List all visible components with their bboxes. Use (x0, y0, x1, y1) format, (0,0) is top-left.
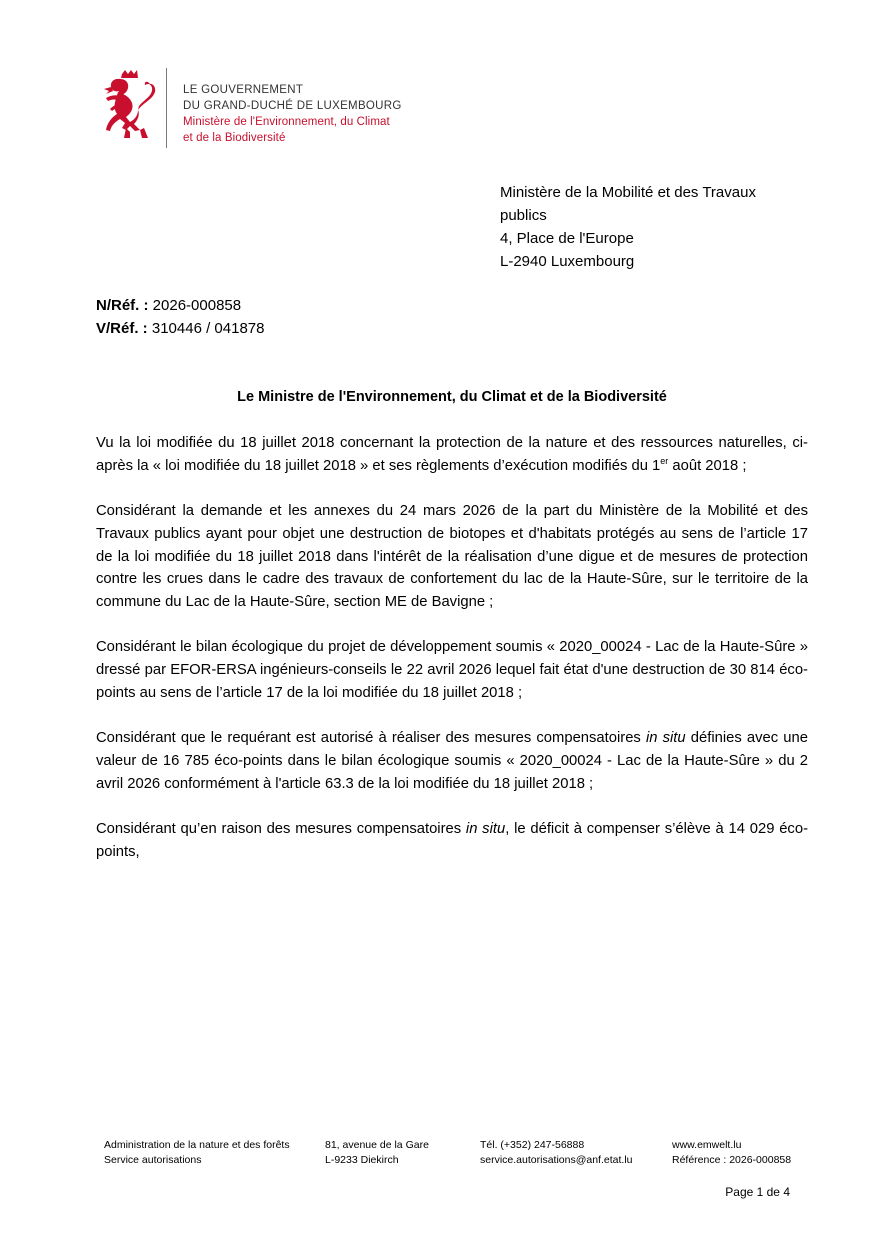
ministry-name-line1: Ministère de l'Environnement, du Climat (183, 116, 390, 128)
paragraph-1-superscript: er (660, 455, 669, 466)
government-header (183, 82, 402, 146)
footer-city: L-9233 Diekirch (325, 1154, 399, 1166)
letter-body (96, 432, 808, 886)
our-reference-value: 2026-000858 (152, 297, 242, 314)
addressee-block (500, 181, 820, 273)
paragraph-4 (96, 727, 808, 795)
paragraph-1-text: Vu la loi modifiée du 18 juillet 2018 concernant la protection de la nature et des ressources naturelles, ci-après la « loi modifiée du 18 juillet 2018 » et ses règlements d’exécution modifiés du 1 (96, 435, 808, 474)
paragraph-2: Considérant la demande et les annexes du 24 mars 2026 de la part du Ministère de la Mobilité et des Travaux publics ayant pour objet une destruction de biotopes et d'habitats protégés au sens de l’article 17 de la loi modifiée du 18 juillet 2018 dans l'intérêt de la réalisation d’une digue et de mesures de protection contre les crues dans le cadre des travaux de confortement du lac de la Haute-Sûre, sur le territoire de la commune du Lac de la Haute-Sûre, section ME de Bavigne ; (96, 503, 808, 610)
footer-reference: Référence : 2026-000858 (672, 1154, 792, 1166)
footer-street: 81, avenue de la Gare (325, 1139, 429, 1151)
paragraph-5-italic: in situ (465, 820, 506, 837)
addressee-line4: L-2940 Luxembourg (500, 253, 635, 270)
document-title: Le Ministre de l'Environnement, du Climat et de la Biodiversité (237, 389, 667, 405)
footer-column-address (325, 1138, 429, 1168)
paragraph-1 (96, 432, 808, 477)
paragraph-5 (96, 818, 808, 863)
paragraph-5-text: Considérant qu’en raison des mesures compensatoires (96, 820, 466, 837)
paragraph-5-text-end: , le déficit à compenser s’élève à 14 029 éco-points, (96, 820, 808, 860)
addressee-line2: publics (500, 207, 547, 224)
footer-phone: Tél. (+352) 247-56888 (480, 1139, 585, 1151)
ministry-name-line2: et de la Biodiversité (183, 132, 286, 144)
logo-divider (166, 68, 167, 148)
government-name-line2: DU GRAND-DUCHÉ DE LUXEMBOURG (183, 100, 402, 112)
your-reference-label: V/Réf. : (96, 320, 148, 337)
your-reference (96, 317, 264, 340)
footer-administration-name: Administration de la nature et des forêts (104, 1139, 290, 1151)
our-reference-label: N/Réf. : (96, 297, 149, 314)
footer-column-contact (480, 1138, 633, 1168)
footer-column-web (672, 1138, 791, 1168)
paragraph-4-text-end: définies avec une valeur de 16 785 éco-points dans le bilan écologique soumis « 2020_00024 - Lac de la Haute-Sûre » du 2 avril 2026 conformément à l'article 63.3 de la loi modifiée du 18 juillet 2018 ; (96, 730, 809, 792)
red-lion-emblem-icon (100, 70, 158, 142)
our-reference (96, 294, 264, 317)
footer-email: service.autorisations@anf.etat.lu (480, 1154, 633, 1166)
footer-website: www.emwelt.lu (672, 1139, 742, 1151)
addressee-line1: Ministère de la Mobilité et des Travaux (500, 184, 756, 201)
page-number: Page 1 de 4 (725, 1185, 790, 1199)
government-name-line1: LE GOUVERNEMENT (183, 84, 304, 96)
addressee-line3: 4, Place de l'Europe (500, 230, 634, 247)
paragraph-3: Considérant le bilan écologique du projet de développement soumis « 2020_00024 - Lac de la Haute-Sûre » dressé par EFOR-ERSA ingénieurs-conseils le 22 avril 2026 lequel fait état d'une destruction de 30 814 éco-points au sens de l’article 17 de la loi modifiée du 18 juillet 2018 ; (96, 639, 808, 701)
paragraph-4-text: Considérant que le requérant est autorisé à réaliser des mesures compensatoires (96, 730, 646, 747)
your-reference-value: 310446 / 041878 (151, 320, 265, 337)
paragraph-1-text-end: août 2018 ; (668, 457, 747, 474)
footer-service-name: Service autorisations (104, 1154, 202, 1166)
references-block (96, 294, 264, 340)
footer-column-administration (104, 1138, 290, 1168)
paragraph-4-italic: in situ (645, 730, 686, 747)
